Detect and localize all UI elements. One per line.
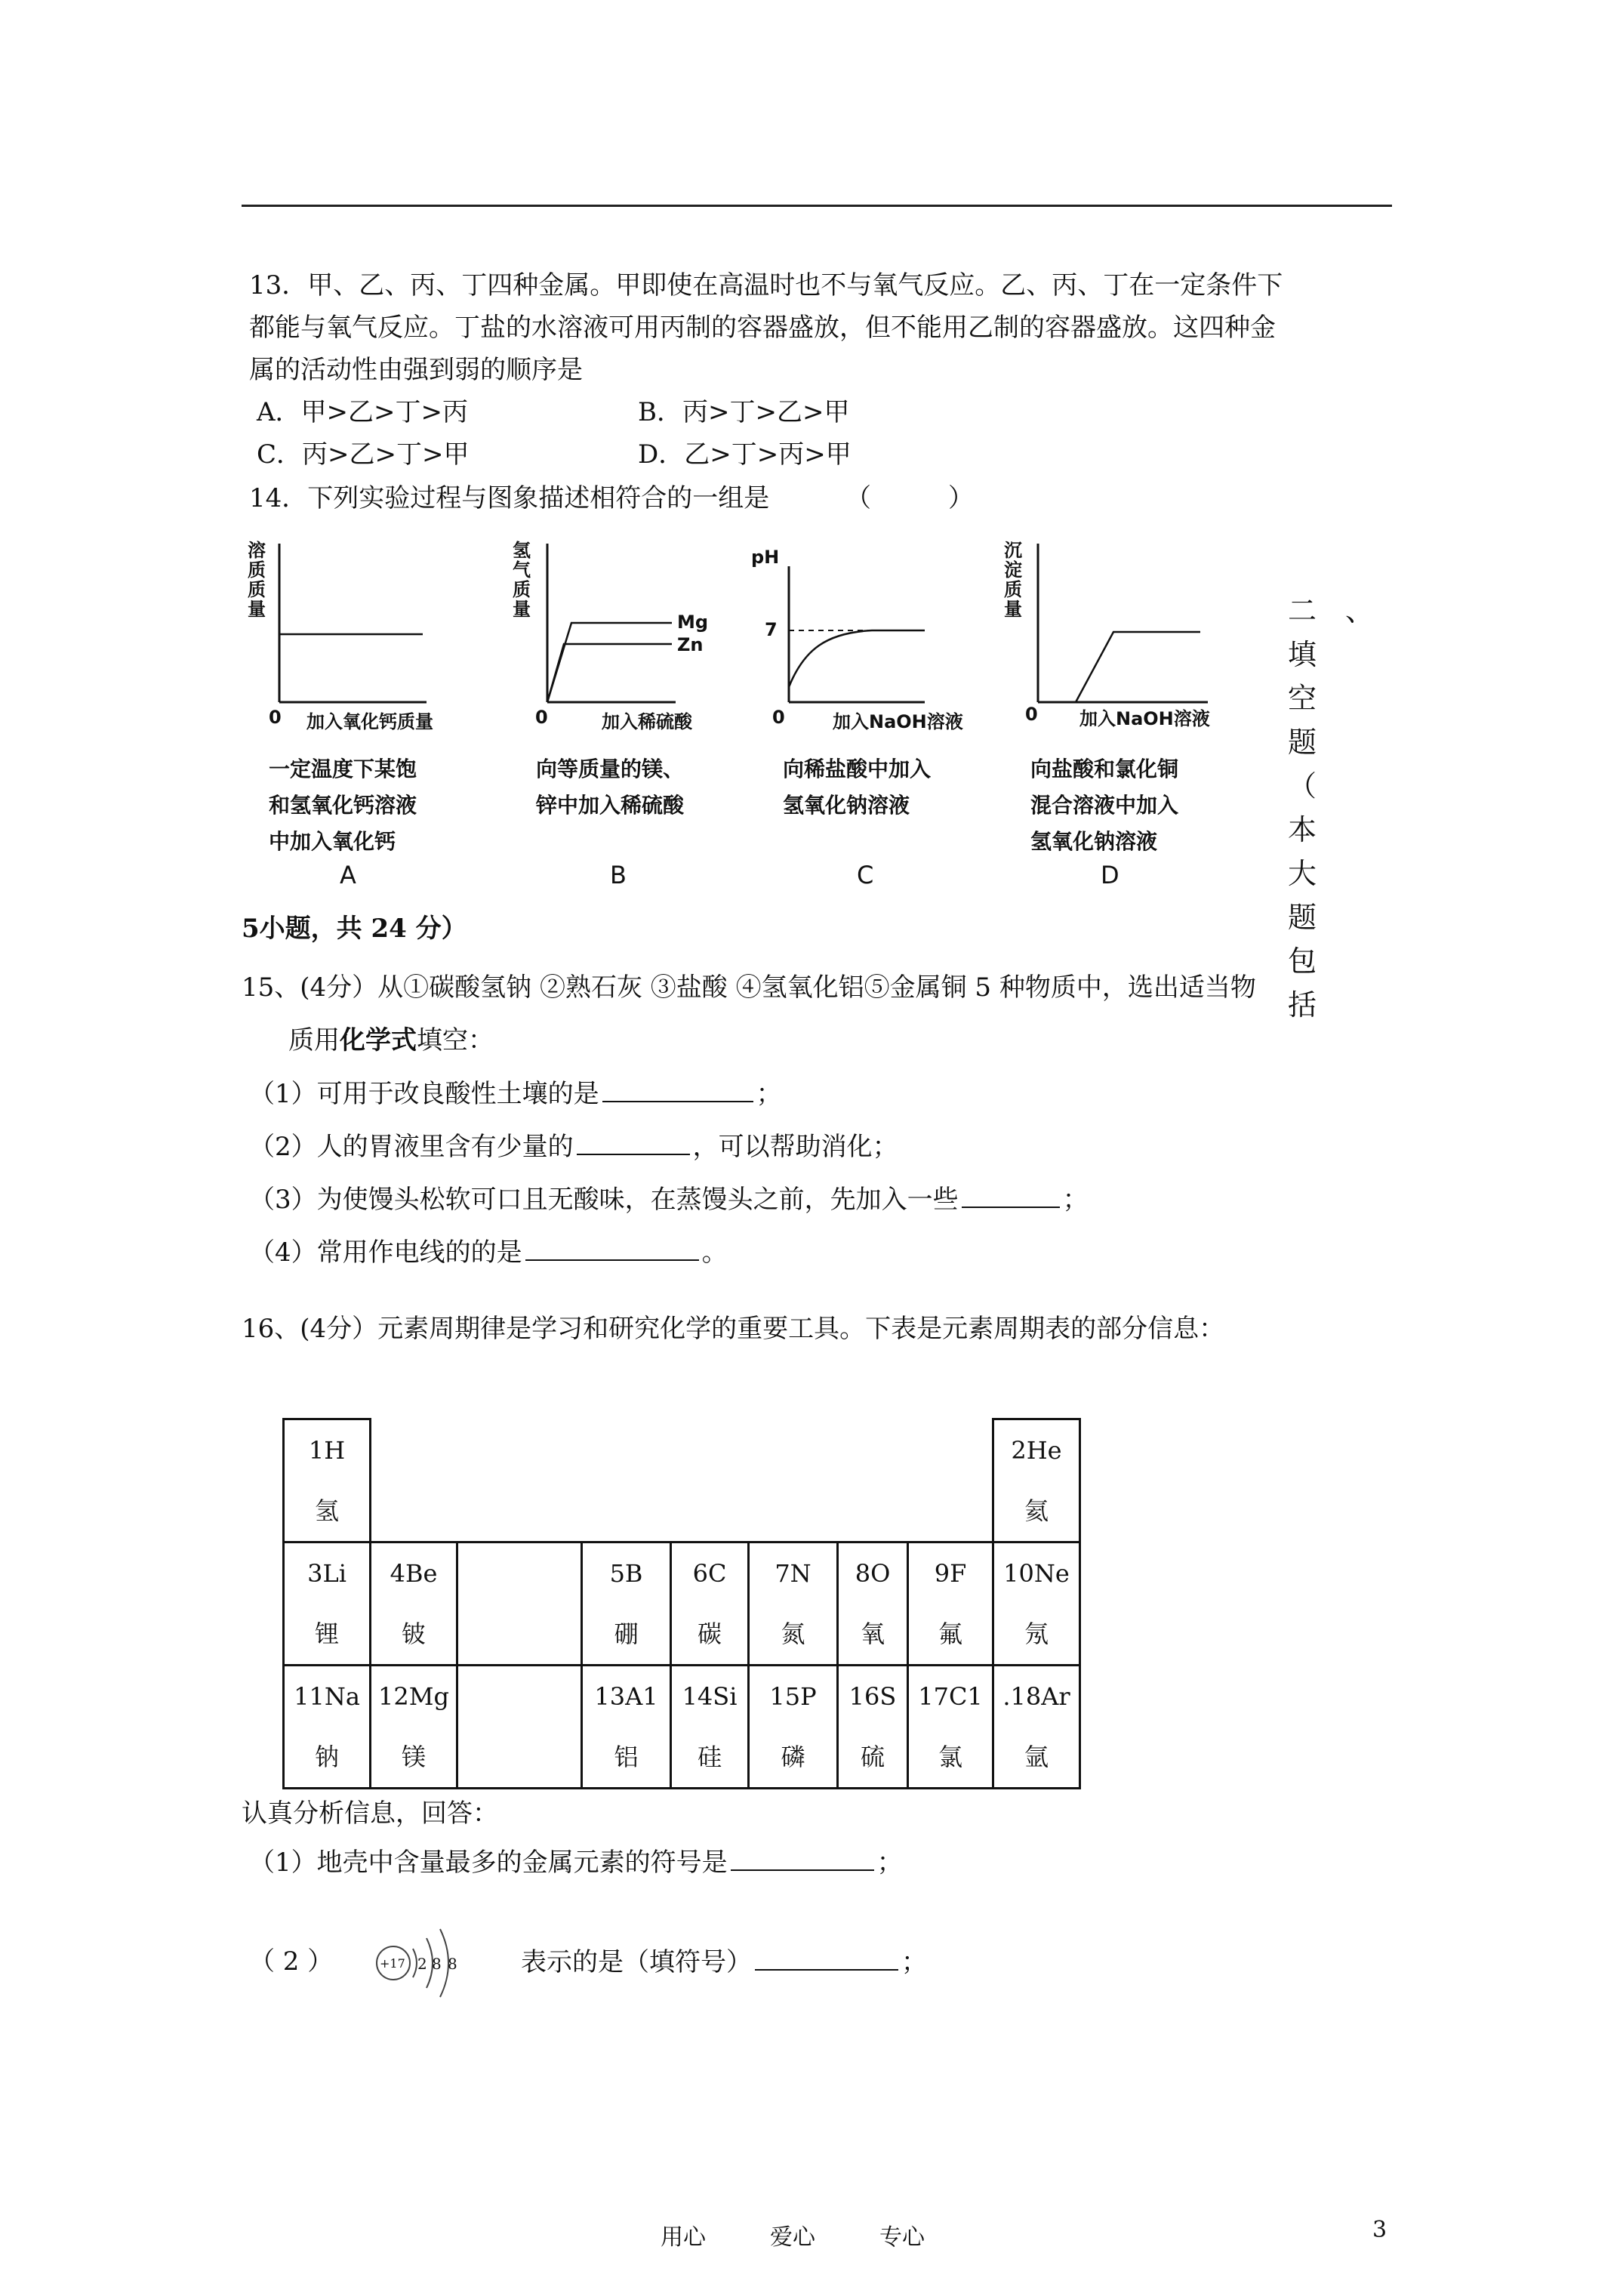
graph-d-origin: 0: [1025, 704, 1038, 725]
element-cell: 17C1 氯: [908, 1666, 993, 1789]
graph-a-plot: [242, 536, 468, 732]
q15-item-1: （1）可用于改良酸性土壤的是 ；: [249, 1079, 782, 1109]
page-number: 3: [1372, 2217, 1387, 2243]
graph-c-caption: 向稀盐酸中加入 氢氧化钠溶液: [783, 757, 932, 818]
q13-line-2: 都能与氧气反应。丁盐的水溶液可用丙制的容器盛放，但不能用乙制的容器盛放。这四种金: [249, 313, 1276, 343]
atom-nucleus-label: +17: [380, 1956, 405, 1971]
footer-word-1: 用心: [661, 2224, 706, 2251]
graph-b-x-label: 加入稀硫酸: [602, 711, 692, 732]
graph-d: [996, 536, 1238, 755]
element-cell: 13A1 铝: [582, 1666, 671, 1789]
q15-blank-2[interactable]: [577, 1131, 690, 1155]
q15-blank-1[interactable]: [602, 1078, 753, 1102]
q16-stem: 16、(4分）元素周期律是学习和研究化学的重要工具。下表是元素周期表的部分信息：: [242, 1314, 1225, 1344]
graph-a-letter: A: [340, 861, 356, 889]
element-cell: 12Mg 镁: [371, 1666, 457, 1789]
element-cell: 5B 硼: [582, 1542, 671, 1666]
q13-option-b: B．丙>丁>乙>甲: [638, 397, 850, 427]
q15-blank-3[interactable]: [962, 1184, 1060, 1208]
graph-b-series-zn: Zn: [677, 634, 704, 655]
graph-b-caption: 向等质量的镁、 锌中加入稀硫酸: [536, 757, 685, 818]
atom-structure-diagram: [366, 1922, 487, 2005]
q14-stem: 14．下列实验过程与图象描述相符合的一组是: [249, 483, 770, 513]
element-cell: 14Si 硅: [671, 1666, 749, 1789]
header-rule: [242, 205, 1392, 207]
graph-b-series-mg: Mg: [677, 612, 709, 633]
atom-shell-3: 8: [448, 1955, 457, 1973]
q16-question-2: 表示的是（填符号） ；: [521, 1947, 927, 1977]
section2-cont: 5小题，共 24 分）: [242, 914, 467, 944]
q13-option-c: C．丙>乙>丁>甲: [257, 439, 470, 470]
q14-answer-paren: （ ）: [845, 483, 974, 513]
graph-c-y-label: pH: [751, 547, 780, 568]
graph-b-y-label: 氢 气 质 量: [513, 540, 531, 620]
graph-c-letter: C: [857, 861, 874, 889]
graph-a-y-label: 溶 质 质 量: [248, 540, 266, 620]
graph-c-origin: 0: [772, 707, 785, 728]
element-cell: 1H 氢: [284, 1419, 371, 1542]
q16-question-1: （1）地壳中含量最多的金属元素的符号是 ；: [249, 1848, 903, 1878]
graph-b: [502, 536, 728, 755]
element-cell: 7N 氮: [749, 1542, 838, 1666]
q15-item-3: （3）为使馒头松软可口且无酸味，在蒸馒头之前，先加入一些 ；: [249, 1185, 1089, 1215]
graph-c-plot: [744, 536, 970, 732]
q16-analyze: 认真分析信息，回答：: [242, 1798, 498, 1829]
graph-b-letter: B: [610, 861, 627, 889]
graph-a-x-label: 加入氧化钙质量: [306, 711, 433, 732]
element-cell: 9F 氟: [908, 1542, 993, 1666]
q15-blank-4[interactable]: [525, 1237, 699, 1261]
element-cell: 6C 碳: [671, 1542, 749, 1666]
element-cell-empty: [457, 1542, 582, 1666]
q16-blank-2[interactable]: [755, 1946, 898, 1971]
q13-option-d: D．乙>丁>丙>甲: [638, 439, 852, 470]
footer-word-2: 爱心: [770, 2224, 815, 2251]
table-gap: [371, 1419, 993, 1542]
graph-c: [744, 536, 970, 755]
graph-d-caption: 向盐酸和氯化铜 混合溶液中加入 氢氧化钠溶液: [1030, 757, 1179, 854]
graph-d-plot: [996, 536, 1238, 732]
graph-b-origin: 0: [535, 707, 548, 728]
element-cell-empty: [457, 1666, 582, 1789]
element-cell: 15P 磷: [749, 1666, 838, 1789]
atom-shell-1: 2: [417, 1955, 427, 1973]
graph-a-caption: 一定温度下某饱 和氢氧化钙溶液 中加入氧化钙: [269, 757, 417, 854]
element-cell: 11Na 钠: [284, 1666, 371, 1789]
q15-stem-2: 质用化学式填空：: [288, 1025, 494, 1056]
q15-stem-1: 15、(4分）从①碳酸氢钠 ②熟石灰 ③盐酸 ④氢氧化铝⑤金属铜 5 种物质中，选出适当物: [242, 972, 1256, 1003]
element-cell: 4Be 铍: [371, 1542, 457, 1666]
q16-question-2-label: （ 2 ）: [249, 1946, 334, 1977]
section2-heading: 二 、 填 空 题 （ 本 大 题 包 括: [1288, 594, 1375, 1022]
element-cell: 10Ne 氖: [993, 1542, 1080, 1666]
periodic-table: [282, 1418, 1081, 1789]
graph-c-tick-7: 7: [765, 619, 778, 640]
q13-option-a: A．甲>乙>丁>丙: [257, 397, 469, 427]
atom-shell-2: 8: [432, 1955, 442, 1973]
footer-word-3: 专心: [879, 2224, 925, 2251]
element-cell: 8O 氧: [838, 1542, 908, 1666]
element-cell: 3Li 锂: [284, 1542, 371, 1666]
element-cell: 2He 氦: [993, 1419, 1080, 1542]
graph-a: [242, 536, 468, 755]
graph-d-letter: D: [1101, 861, 1119, 889]
q15-item-2: （2）人的胃液里含有少量的 ，可以帮助消化；: [249, 1132, 898, 1162]
element-cell: 16S 硫: [838, 1666, 908, 1789]
graph-a-origin: 0: [269, 707, 282, 728]
q15-item-4: （4）常用作电线的的是 。: [249, 1237, 728, 1268]
element-cell: .18Ar 氩: [993, 1666, 1080, 1789]
q13-line-1: 13．甲、乙、丙、丁四种金属。甲即使在高温时也不与氧气反应。乙、丙、丁在一定条件下: [249, 270, 1283, 300]
graph-d-x-label: 加入NaOH溶液: [1079, 708, 1210, 729]
q16-blank-1[interactable]: [731, 1847, 874, 1871]
graph-c-x-label: 加入NaOH溶液: [833, 711, 963, 732]
q13-line-3: 属的活动性由强到弱的顺序是: [249, 355, 583, 385]
graph-d-y-label: 沉 淀 质 量: [1004, 540, 1022, 620]
